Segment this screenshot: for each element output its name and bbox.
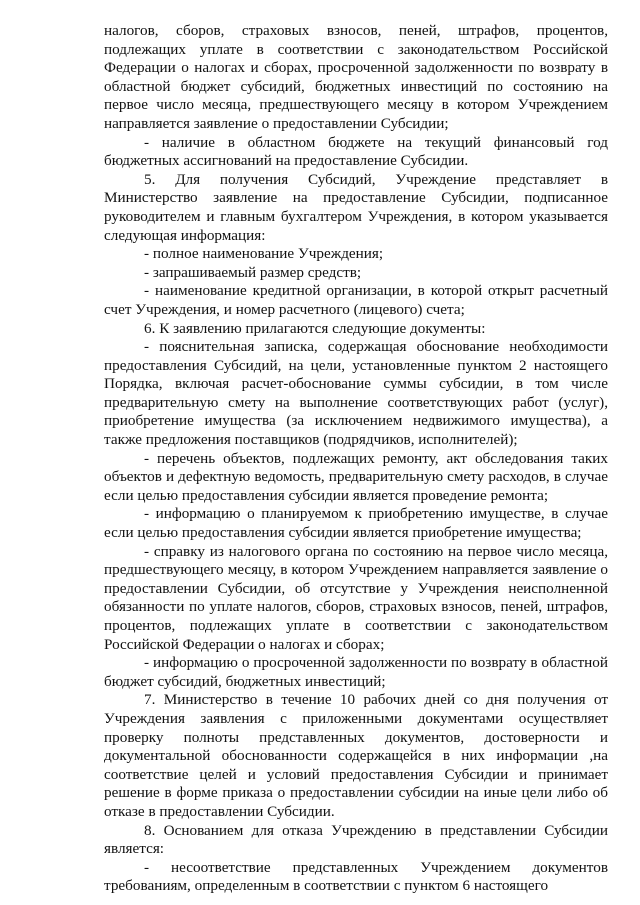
paragraph-clause-8: 8. Основанием для отказа Учреждению в представлении Субсидии является: [104, 821, 608, 858]
list-item-overdue-debt: - информацию о просроченной задолженности по возврату в областной бюджет субсидий, бюджетных инвестиций; [104, 654, 608, 690]
paragraph-clause-5: 5. Для получения Субсидий, Учреждение представляет в Министерство заявление на предоставление Субсидии, подписанное руководителем и главным бухгалтером Учреждения, в котором указывается следующая информация: [104, 170, 608, 244]
paragraph-clause-7: 7. Министерство в течение 10 рабочих дней со дня получения от Учреждения заявления с приложенными документами осуществляет проверку полноты представленных документов, достоверности и документальной обоснованности содержащейся в них информации ,на соответствие целей и условий предоставления Субсидии и принимает решение в форме приказа о предоставлении субсидии на иные цели либо об отказе в предоставлении Субсидии. [104, 691, 608, 820]
document-body [104, 22, 608, 896]
list-item-tax-certificate: - справку из налогового органа по состоянию на первое число месяца, предшествующего месяцу, в котором Учреждением направляется заявление о предоставлении Субсидии, об отсутствие у Учреждения неисполненной обязанности по уплате налогов, сборов, страховых взносов, пеней, штрафов, процентов, подлежащих уплате в соответствии с законодательством Российской Федерации о налогах и сборах; [104, 542, 608, 653]
paragraph-clause-6: 6. К заявлению прилагаются следующие документы: [144, 319, 486, 337]
list-item-noncompliance: - несоответствие представленных Учреждением документов требованиям, определенным в соответствии с пунктом 6 настоящего [104, 858, 608, 895]
list-item-property-info: - информацию о планируемом к приобретению имуществе, в случае если целью предоставления субсидии является приобретение имущества; [104, 505, 608, 542]
list-item-repair-objects: - перечень объектов, подлежащих ремонту, акт обследования таких объектов и дефектную ведомость, предварительную смету расходов, в случае если целью предоставления субсидии является проведение ремонта; [104, 449, 608, 504]
list-item-bank-account: - наименование кредитной организации, в которой открыт расчетный счет Учреждения, и номер расчетного (лицевого) счета; [104, 282, 608, 318]
paragraph-tax-debts: налогов, сборов, страховых взносов, пеней, штрафов, процентов, подлежащих уплате в соответствии с законодательством Российской Федерации о налогах и сборах, просроченной задолженности по возврату в областной бюджет субсидий, бюджетных инвестиций по состоянию на первое число месяца, предшествующего месяцу в котором Учреждением направляется заявление о предоставлении Субсидии; [104, 22, 608, 132]
list-item-explanatory-note: - пояснительная записка, содержащая обоснование необходимости предоставления Субсидий, на цели, установленные пунктом 2 настоящего Порядка, включая расчет-обоснование суммы субсидии, в том числе предварительную смету на выполнение соответствующих работ (услуг), приобретение имущества (за исключением недвижимого имущества), а также предложения поставщиков (подрядчиков, исполнителей); [104, 338, 608, 449]
list-item-requested-amount: - запрашиваемый размер средств; [144, 263, 362, 281]
list-item-full-name: - полное наименование Учреждения; [144, 245, 384, 263]
paragraph-budget-allocations: - наличие в областном бюджете на текущий финансовый год бюджетных ассигнований на предоставление Субсидии. [104, 133, 608, 170]
